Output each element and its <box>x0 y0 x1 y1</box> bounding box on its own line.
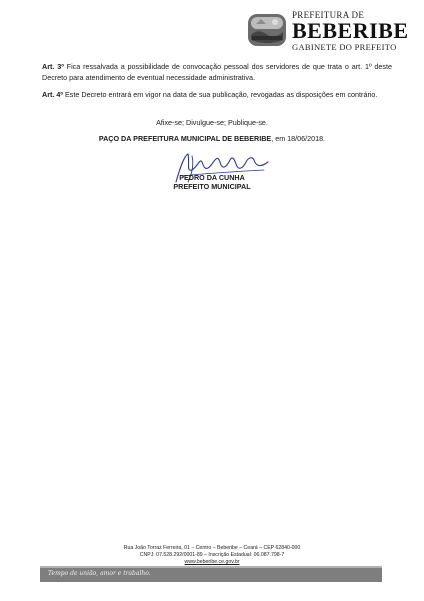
footer-website-link[interactable]: www.beberibe.ce.gov.br <box>184 559 240 565</box>
article-4 <box>42 90 392 101</box>
place-date: , em 18/06/2018. <box>271 134 326 143</box>
footer-website-row <box>0 559 424 566</box>
header-line-gabinete: GABINETE DO PREFEITO <box>292 42 397 52</box>
article-3 <box>42 62 392 83</box>
signatory-title: PREFEITO MUNICIPAL <box>173 182 251 191</box>
footer-address: Rua João Torraz Ferreira, 01 – Centro – Beberibe – Ceará – CEP 62840-000 <box>123 545 301 551</box>
signatory-name: PEDRO DA CUNHA <box>179 173 245 182</box>
closing-formula: Afixe-se; Divulgue-se; Publique-se. <box>156 118 268 127</box>
place-name: PAÇO DA PREFEITURA MUNICIPAL DE BEBERIBE <box>98 134 272 143</box>
article-3-label: Art. 3º <box>42 62 64 71</box>
footer-slogan: Tempo de união, amor e trabalho. <box>48 570 151 577</box>
footer-ids: CNPJ: 07.528.292/0001-89 – Inscrição Estadual: 06.087.798-7 <box>139 552 285 558</box>
article-3-text: Fica ressalvada a possibilidade de convocação pessoal dos servidores de que trata o art. 1º deste Decreto para atendimento de eventual necessidade administrativa. <box>42 62 392 82</box>
municipal-logo-icon <box>246 8 288 50</box>
header-line-municipality: BEBERIBE <box>292 18 409 43</box>
header-line-prefeitura: PREFEITURA DE <box>292 10 365 20</box>
article-4-label: Art. 4º <box>42 90 63 99</box>
place-and-date <box>0 134 424 143</box>
header-title-block <box>292 10 412 52</box>
article-4-text: Este Decreto entrará em vigor na data de sua publicação, revogadas as disposições em contrário. <box>63 90 378 99</box>
